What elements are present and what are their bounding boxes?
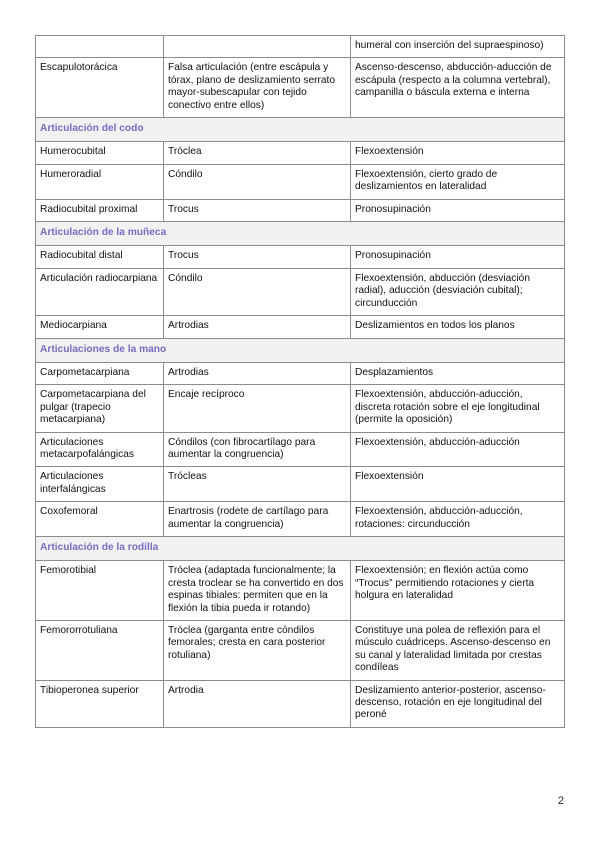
table-row (36, 432, 565, 467)
table-row (36, 561, 565, 621)
joint-movement-cell: Flexoextensión (351, 467, 565, 502)
joint-type-cell: Trocus (164, 246, 351, 268)
joint-type-cell: Tróclea (adaptada funcionalmente; la cresta troclear se ha convertido en dos espinas tibiales: permiten que en la flexión la tibia pueda ir rotando) (164, 561, 351, 621)
joint-type-cell: Tróclea (164, 142, 351, 164)
joint-movement-cell: humeral con inserción del supraespinoso) (351, 36, 565, 58)
table-row (36, 316, 565, 338)
joint-type-cell: Artrodias (164, 316, 351, 338)
joint-name-cell: Femorotibial (36, 561, 164, 621)
joint-name-cell (36, 36, 164, 58)
joint-type-cell: Falsa articulación (entre escápula y tórax, plano de deslizamiento serrato mayor-subescapular con tejido conectivo entre ellos) (164, 58, 351, 118)
table-row (36, 142, 565, 164)
joint-type-cell: Trocus (164, 199, 351, 221)
joint-name-cell: Mediocarpiana (36, 316, 164, 338)
table-row (36, 164, 565, 199)
table-row (36, 362, 565, 384)
joint-name-cell: Articulación radiocarpiana (36, 268, 164, 315)
joint-name-cell: Tibioperonea superior (36, 680, 164, 727)
joint-type-cell: Tróclea (garganta entre cóndilos femorales; cresta en cara posterior rotuliana) (164, 621, 351, 681)
table-row (36, 58, 565, 118)
joint-type-cell: Trócleas (164, 467, 351, 502)
joint-name-cell: Humerocubital (36, 142, 164, 164)
table-row (36, 621, 565, 681)
table-row (36, 502, 565, 537)
joint-type-cell (164, 36, 351, 58)
page-number: 2 (557, 795, 564, 807)
table-row (36, 680, 565, 727)
section-title: Articulaciones de la mano (36, 338, 565, 362)
joint-type-cell: Encaje recíproco (164, 385, 351, 432)
joint-type-cell: Cóndilo (164, 164, 351, 199)
table-row (36, 467, 565, 502)
joint-name-cell: Femororrotuliana (36, 621, 164, 681)
table-row (36, 268, 565, 315)
joints-table-body (36, 36, 565, 728)
joints-table (35, 35, 565, 728)
joint-name-cell: Articulaciones metacarpofalángicas (36, 432, 164, 467)
section-title: Articulación de la rodilla (36, 536, 565, 560)
joint-name-cell: Radiocubital distal (36, 246, 164, 268)
joint-movement-cell: Flexoextensión, abducción (desviación radial), aducción (desviación cubital); circunducción (351, 268, 565, 315)
section-header-row (36, 536, 565, 560)
joint-name-cell: Humeroradial (36, 164, 164, 199)
section-header-row (36, 338, 565, 362)
section-header-row (36, 118, 565, 142)
table-row (36, 36, 565, 58)
joint-name-cell: Articulaciones interfalángicas (36, 467, 164, 502)
joint-movement-cell: Deslizamientos en todos los planos (351, 316, 565, 338)
joint-movement-cell: Pronosupinación (351, 246, 565, 268)
joint-movement-cell: Flexoextensión, abducción-aducción (351, 432, 565, 467)
joint-movement-cell: Flexoextensión, abducción-aducción, rotaciones: circunducción (351, 502, 565, 537)
joint-type-cell: Cóndilos (con fibrocartílago para aumentar la congruencia) (164, 432, 351, 467)
joint-movement-cell: Desplazamientos (351, 362, 565, 384)
joint-movement-cell: Constituye una polea de reflexión para el músculo cuádriceps. Ascenso-descenso en su canal y lateralidad limitada por crestas condíleas (351, 621, 565, 681)
section-header-row (36, 222, 565, 246)
joint-type-cell: Enartrosis (rodete de cartílago para aumentar la congruencia) (164, 502, 351, 537)
table-row (36, 199, 565, 221)
joint-type-cell: Cóndilo (164, 268, 351, 315)
joint-name-cell: Coxofemoral (36, 502, 164, 537)
joint-name-cell: Radiocubital proximal (36, 199, 164, 221)
section-title: Articulación de la muñeca (36, 222, 565, 246)
joint-movement-cell: Deslizamiento anterior-posterior, ascenso-descenso, rotación en eje longitudinal del peroné (351, 680, 565, 727)
joint-name-cell: Carpometacarpiana del pulgar (trapecio metacarpiana) (36, 385, 164, 432)
joint-movement-cell: Ascenso-descenso, abducción-aducción de escápula (respecto a la columna vertebral), campanilla o báscula externa e interna (351, 58, 565, 118)
table-row (36, 385, 565, 432)
joint-movement-cell: Pronosupinación (351, 199, 565, 221)
joint-type-cell: Artrodias (164, 362, 351, 384)
joint-movement-cell: Flexoextensión, abducción-aducción, discreta rotación sobre el eje longitudinal (permite la oposición) (351, 385, 565, 432)
section-title: Articulación del codo (36, 118, 565, 142)
joint-movement-cell: Flexoextensión (351, 142, 565, 164)
joint-movement-cell: Flexoextensión; en flexión actúa como “Trocus” permitiendo rotaciones y cierta holgura en lateralidad (351, 561, 565, 621)
joint-type-cell: Artrodia (164, 680, 351, 727)
table-row (36, 246, 565, 268)
joint-name-cell: Carpometacarpiana (36, 362, 164, 384)
joint-name-cell: Escapulotorácica (36, 58, 164, 118)
joint-movement-cell: Flexoextensión, cierto grado de deslizamientos en lateralidad (351, 164, 565, 199)
